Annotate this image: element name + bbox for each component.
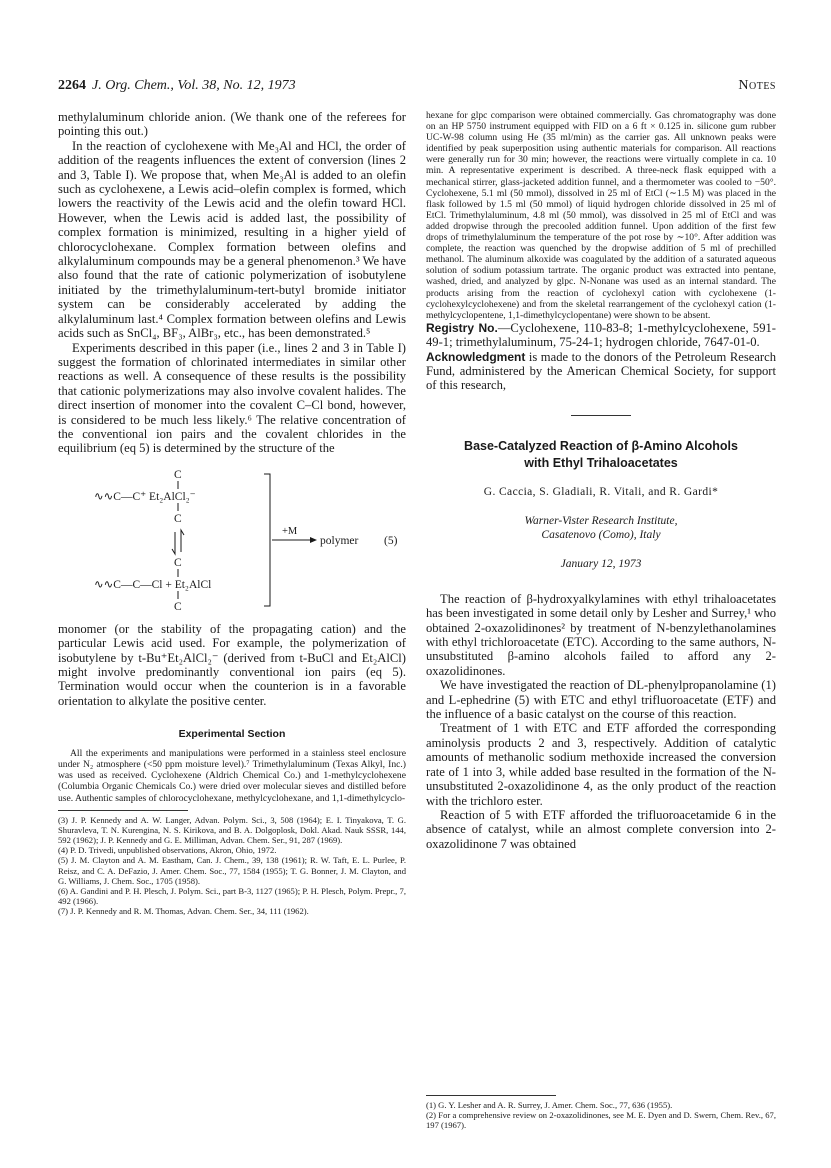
paragraph-continuation: methylaluminum chloride anion. (We thank one of the referees for pointing this out.) [58,110,406,139]
paragraph-treatment: Treatment of 1 with ETC and ETF afforded the corresponding aminolysis products 2 and 3, respectively. Addition of catalytic amounts of methanolic sodium methoxide increased the conversion rate of 1 into 3, while added base resulted in the formation of the N-unsubstituted 2-oxazolidinone 4, as the only product of the reaction with the trichloro ester. [426,721,776,808]
footnote: (4) P. D. Trivedi, unpublished observations, Akron, Ohio, 1972. [58,845,277,856]
footnote-divider [58,810,188,811]
running-head [58,78,776,96]
page-number: 2264 [58,78,86,93]
footnote: (1) G. Y. Lesher and A. R. Surrey, J. Amer. Chem. Soc., 77, 636 (1955). [426,1100,673,1110]
paragraph-lewis-acid: In the reaction of cyclohexene with Me₃Al and HCl, the order of addition of the reagents influences the extent of conversion (lines 2 and 3, Table I). We propose that, when Me₃Al is added to an olefin such as cyclohexene, a Lewis acid–olefin complex is formed, which lowers the reactivity of the Lewis acid and the olefin toward HCl. However, when the Lewis acid is added last, the possibility of complex formation is minimized, resulting in a higher yield of chlorocyclohexane. Complex formation between olefins and alkylaluminum compounds may be a general phenomenon.³ We have also found that the rate of cationic polymerization of isobutylene initiated by the trimethylaluminum-tert-butyl bromide initiator system can be considerably accelerated by adding the alkylaluminum last.⁴ Complex formation between olefins and Lewis acids such as SnCl₄, BF₃, AlBr₃, etc., has been demonstrated.⁵ [58,138,406,341]
paragraph-experiments: Experiments described in this paper (i.e., lines 2 and 3 in Table I) suggest the formation of chlorinated intermediates in similar other reactions as well. A consequence of these results is the possibility that cationic polymerizations may also involve covalent halides. The direct insertion of monomer into the covalent C–Cl bond, however, is considered to be much less likely.⁶ The relative concentration of the conventional ion pairs and the covalent chlorides in the equilibrium (eq 5) is determined by the structure of the [58,340,406,456]
footnote-divider [426,1095,556,1096]
experimental-paragraph: All the experiments and manipulations were performed in a stainless steel enclosure under N₂ atmosphere (<50 ppm moisture level).⁷ Trimethylaluminum (Texas Alkyl, Inc.) was used as received. Cyclohexene (Aldrich Chemical Co.) and 1-methylcyclohexene (Columbia Organic Chemicals Co.) were dried over molecular sieves and distilled before use. Authentic samples of chlorocyclohexane, methylcyclohexane, and 1,1-dimethylcyclo- [58,748,406,804]
scheme-mid-carbon-top: C [174,512,182,525]
footnote: (7) J. P. Kennedy and R. M. Thomas, Advan. Chem. Ser., 34, 111 (1962). [58,906,309,917]
acknowledgment-text: is made to the donors of the Petroleum Research Fund, administered by the American Chemical Society, for support of this research, [426,349,776,393]
scheme-mid-carbon-bottom: C [174,556,182,569]
acknowledgment-label: Acknowledgment [426,349,526,364]
equation-5-scheme [58,466,406,616]
paragraph-intro: The reaction of β-hydroxyalkylamines with ethyl trihaloacetates has been investigated in some detail only by Lesher and Surrey,¹ who obtained 2-oxazolidinones² by treatment of N-benzylethanolamines with ethyl trichloroacetate (ETC). According to the same authors, N-unsubstituted β-amino alcohols failed to afford any 2-oxazolidinones. [426,591,776,678]
paragraph-investigation: We have investigated the reaction of DL-phenylpropanolamine (1) and L-ephedrine (5) with ETC and ethyl trifluoroacetate (ETF) and the influence of a basic catalyst on the course of this reaction. [426,678,776,722]
scheme-bracket [264,474,270,606]
registry-label: Registry No. [426,320,498,335]
paragraph-monomer: monomer (or the stability of the propagating cation) and the particular Lewis acid used. For example, the polymerization of isobutylene by t-Bu⁺Et₂AlCl₂⁻ (derived from t-BuCl and Et₂AlCl) might involve predominantly conventional ion pairs (eq 5). Termination would occur when the counterion is in a favorable orientation to alkylate the positive center. [58,621,406,708]
journal-citation: J. Org. Chem., Vol. 38, No. 12, 1973 [92,78,296,93]
footnotes-right [426,1089,776,1131]
reaction-arrowhead [310,537,317,543]
equilibrium-arrowhead [172,549,175,554]
registry-text: —Cyclohexene, 110-83-8; 1-methylcyclohexene, 591-49-1; trimethylaluminum, 75-24-1; hydrogen chloride, 7647-01-0. [426,320,777,350]
scheme-covalent-chloride: ∿∿C—C—Cl + Et₂AlCl [94,578,212,591]
scheme-bottom-carbon: C [174,600,182,613]
footnotes-left [58,815,406,917]
article-divider [571,415,631,416]
article-title [426,438,776,472]
experimental-continuation: hexane for glpc comparison were obtained commercially. Gas chromatography was done on an HP 5750 instrument equipped with FID on a 6 ft × 0.125 in. silicone gum rubber UC-W-98 column using He (35 ml/min) as the carrier gas. All unknown peaks were identified by peak superposition using authentic materials for comparison. All reactions were generally run for 30 min; however, the reactions were virtually complete in ca. 10 min. A representative experiment is described. A three-neck flask equipped with a mechanical stirrer, glass-jacketed addition funnel, and a thermometer was cooled to −50°. Cyclohexene, 5.1 ml (50 mmol), dissolved in 25 ml of EtCl (∼1.5 M) was placed in the flask followed by 1.5 ml (50 mmol) of liquid hydrogen chloride dissolved in 25 ml of EtCl. Trimethylaluminum, 4.8 ml (50 mmol), was dissolved in 25 ml of EtCl and was added dropwise through the precooled addition funnel. Upon addition of the first few drops of trimethylaluminum the temperature of the pot rose by ∼10°. After addition was complete, the reaction was quenched by the dropwise addition of 5 ml of prechilled methanol. The aluminum alkoxide was coagulated by the addition of a saturated aqueous solution of sodium potassium tartrate. The organic product was extracted into pentane, washed, dried, and analyzed by glpc. N-Nonane was used as an internal standard. The products arising from the reaction of cyclohexyl cation with cyclohexene (1-cyclohexylcyclohexene) and from the skeletal rearrangement of the cyclohexyl cation (1-methylcyclopentene, 1,1-dimethylcyclopentane) were shown to be absent. [426,110,776,321]
affiliation-line-2: Casatenovo (Como), Italy [541,528,661,541]
section-name: Notes [738,78,776,93]
article-authors: G. Caccia, S. Gladiali, R. Vitali, and R. Gardi* [483,485,719,498]
experimental-heading: Experimental Section [178,728,286,741]
acknowledgment [426,350,776,393]
scheme-ion-pair: ∿∿C—C⁺ Et₂AlCl₂⁻ [94,490,196,503]
received-date: January 12, 1973 [560,557,642,570]
affiliation-line-1: Warner-Vister Research Institute, [524,514,678,527]
equation-number: (5) [384,534,398,547]
running-head-left [58,78,296,94]
article-title-line-2: with Ethyl Trihaloacetates [524,455,678,470]
right-column [426,110,776,851]
equation-5-drawing [58,466,406,616]
scheme-reagent: +M [282,525,298,537]
footnote: (5) J. M. Clayton and A. M. Eastham, Can. J. Chem., 39, 138 (1961); R. W. Taft, E. L. Purlee, P. Reisz, and C. A. DeFazio, J. Amer. Chem. Soc., 77, 1584 (1955); T. G. Bonner, J. M. Clayton, and G. Williams, J. Chem. Soc., 1705 (1958). [58,855,406,886]
footnote: (2) For a comprehensive review on 2-oxazolidinones, see M. E. Dyen and D. Swern, Chem. Rev., 67, 197 (1967). [426,1110,776,1131]
scheme-product: polymer [320,534,359,547]
article-title-line-1: Base-Catalyzed Reaction of β-Amino Alcohols [464,438,738,453]
registry-numbers [426,321,776,350]
article-affiliation [426,514,776,542]
scheme-top-carbon: C [174,468,182,481]
left-column [58,110,406,917]
paragraph-reaction: Reaction of 5 with ETF afforded the trifluoroacetamide 6 in the absence of catalyst, while an almost complete conversion into 2-oxazolidinone 7 was obtained [426,807,776,851]
footnote: (3) J. P. Kennedy and A. W. Langer, Advan. Polym. Sci., 3, 508 (1964); E. I. Tinyakova, T. G. Shuravleva, T. N. Kurengina, N. S. Kirikova, and B. A. Dolgoplosk, Dokl. Akad. Nauk SSSR, 144, 592 (1962); J. P. Kennedy and G. E. Milliman, Advan. Chem. Ser., 91, 287 (1969). [58,814,406,846]
equilibrium-arrowhead [181,530,184,535]
footnote: (6) A. Gandini and P. H. Plesch, J. Polym. Sci., part B-3, 1127 (1965); P. H. Plesch, Polym. Prepr., 7, 492 (1966). [58,886,406,907]
